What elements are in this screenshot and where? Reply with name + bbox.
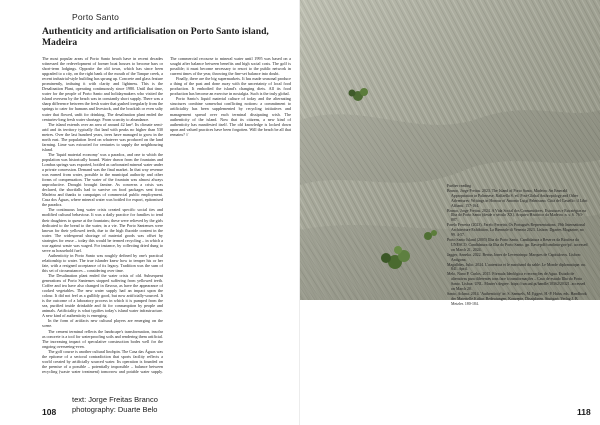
reference-item: Melo, Nuno P. Carlos. 2015. Fórmula Ideológica e recreações de Agua. Estudo de alterativas para diferentes tons face à transformações – Caso de estudo Ilha do Porto Santo. Lisboa: UNL. Master's degree. https://run.unl.pt/handle/10362/20321. accessed on March 20. bbox=[447, 272, 586, 292]
reference-item: Santo, Ackma. 2014. 'Authenticity' in: S. Samuels, M. Eggert, H.-P. Hahn, eds. Handbook der Materielle Kultur. Bedeutungen, Konzepte, Disziplinen. Stuttgart: Verlag J. B. Metzler. 180-184. bbox=[447, 291, 587, 306]
page-number-right: 118 bbox=[577, 407, 591, 417]
photo-credit: photography: Duarte Belo bbox=[72, 405, 158, 414]
further-reading bbox=[447, 184, 589, 307]
body-paragraph: The most popular areas of Porto Santo beach have in recent decades witnessed the redevelopment of former boat houses to become bars or short-term lodgings. Opposite the old town, which has since been upgraded to a city, on the right bank of the mouth of the Tanque creek, a recent industrial-style building has sprung up. Concrete and glass feature prominently, imbuing it with clarity and lightness. This is the Desalination Plant, operating continuously since 1980. Until that time, water for the people of Porto Santo and holidaymakers who visited the island overseas by the beach was in constantly short supply. There was a sharp difference between the fresh water that gushed irregularly from the springs to cater for humans and livestock, and the brackish or even salty water that flowed, unfit for drinking. The desalination plant ended the centuries-long fresh water shortage. From scarcity to abundance. bbox=[42, 56, 163, 122]
references-heading: Further reading bbox=[447, 184, 472, 188]
reference-item: Porto Santo Island (2005) Ilha do Porto Santo. Candidatura a Reserva da Biosfera da UNESCO. Candidatura da Ilha do Porto Santo. gn. Ilava-pdf/candinta-gov/pt/. accessed on March 21, 2024. bbox=[447, 237, 588, 252]
body-paragraph: Porto Santo's liquid material culture of today and the alternating structures combine somewhat conflicting notions: a commitment to artificiality has been supplemented by recycling initiatives and management spread over each terminal dissipating wish. The authenticity of the island. Now that its citizens, a new kind of authenticity has manifested itself. The old knowledge is locked down upon and valued practices have been forgotten. Will the beach be all that remains? // bbox=[170, 96, 291, 137]
article-body bbox=[42, 56, 291, 374]
reference-item: Farelo Ferreira (2023). Farelo Ferreira. Os Português Representations. 19th International Architecture Exhibition, La Biennale di Venezia 2023. Lisbon: Dgartes Magazine, no 99. 4-57. bbox=[447, 223, 586, 238]
page-number-left: 108 bbox=[42, 407, 57, 417]
reference-item: Magalhães, Julio. 2024. L'autentica et le marchand du sable. Le Monde diplomatique. no. 841. April. bbox=[447, 262, 587, 272]
body-paragraph: The cement terminal reflects the landscape's transformation, insofar as concrete is a tool for waterproofing soils and rendering them artificial. The increasing impact of speculative construction bodes well for the ongoing overseeing-even. bbox=[42, 328, 163, 349]
body-paragraph: The continuous long water crisis created specific social ties and modified cultural behaviour. It was a daily practice for families to tend their daughters to queue at the fountains; these were relieved by the girls dedicated to the bread to the water, in a vie. The Porto Santenses were known for their yellowed teeth, due to the high fluoride content in the water. The widespread shortage of material goods was offset by strategies for reuse – today this would be termed recycling – in which a war against waste was waged. For instance, by collecting dried dung to serve as household fuel. bbox=[42, 207, 163, 253]
article-title: Authenticity and artificialisation on Porto Santo island, Madeira bbox=[42, 26, 269, 48]
body-paragraph: Finally, there are the big supermarkets. It has made seasonal produce a thing of the past and done away with the uncertainty of local food production. It embodied the island's changing diets. All its food production has become an exercise in nostalgia. Such is the truly global. bbox=[170, 76, 291, 97]
body-paragraph: The golf course is another cultural linchpin. The Casa das Águas was the epitome of a sectoral contradiction that sports facility reflects a world created by artificially sourced water. Its operation is founded on the premise of a possible – potentially impossible – balance between recycling (waste water treatment) tomorrow and potable water supply. The commercial recourse to mineral water until 1995 was based on a sought after balance between benefits and high social costs. The golf is possible; it must become necessary to resort to the public network in current times of the year, throwing the fine-set balance into doubt. bbox=[42, 56, 291, 374]
body-paragraph: In the form of artifacts new cultural players are emerging on the scene. bbox=[42, 318, 163, 329]
reference-item: Branco, Jorge Freitas. 2023. The Island of Porto Santo, Madeira: An Emerald Appropriation in Palimsese. Raffaella S. ed. Post-Global Anthropology and Other Adventures: Writings in Honour of Antonio Luigi Palmisano. Città del Castello: il Libri Affianti. 157-164. bbox=[447, 188, 588, 208]
body-paragraph: The island extends over an area of around 42 km². Its climate semi-arid and its territory typically flat land with peaks no higher than 530 metres. Over the last hundred years, trees have managed to grow in the north east. The population lived on whatever was produced on the land farming. Lime was extracted for centuries to supply the neighbouring island. bbox=[42, 121, 163, 152]
reference-item: Branco, Jorge Freitas. 2024. A Vida Social dos Consumidores. Estruturas e Estratégias na Ilha do Porto Santo (desde o século XX). Arquivo Histórico da Madeira. n. s. 6. 763-887. bbox=[447, 208, 587, 223]
section-label: Porto Santo bbox=[72, 12, 120, 22]
body-paragraph: The 'liquid material economy' was a paradox, and one to which the population was historically bound. Water drawn from the fountains and Lombas springs was exported, bottled as carbonated mineral water under a private concession. Demand was the final market. In that way revenue was earned from water, possible to the municipal authority and other forms of compensation. The water of the fountain was almost always unproductive. Drought brought famine. As concerns a crisis was declared, the shortfalls had to survive on food packages sent from Madeira and thanks to campaigns of commercial public employment. Casa dos Águas, where mineral water was bottled for export, epitomised the paradox. bbox=[42, 151, 163, 208]
body-paragraph: The Desalination plant ended the water crisis of old. Subsequent generations of Porto Santenses stopped suffering from yellowed teeth. Coffee and tea have also changed in flavour, as have the appearance of cooked vegetables. The new water supply had an impact upon the colour. It did not feel as a gullibly good, but now artificially-sourced. It is the outcome of a laboratory process in which it is pumped from the sea, purified inside drinkable and fit for consumption by people and animals. Artificiality is what typifies today's island water infrastructure. A new kind of authenticity is emerging. bbox=[42, 273, 163, 319]
text-credit: text: Jorge Freitas Branco bbox=[72, 395, 158, 404]
reference-item: Jagger, Anneka. 2022. Bertus Jones de Leventrinqu: Marques de Capitulovos. Lisbon: Antígona. bbox=[447, 252, 581, 262]
body-paragraph: Authenticity in Porto Santo was roughly defined by one's practical relationship to water. The true islander knew how to temper his or her fate, with a resigned acceptance of its legacy. Tradition was the sum of this set of circumstances – considering over time. bbox=[42, 252, 163, 273]
credits bbox=[72, 395, 158, 415]
